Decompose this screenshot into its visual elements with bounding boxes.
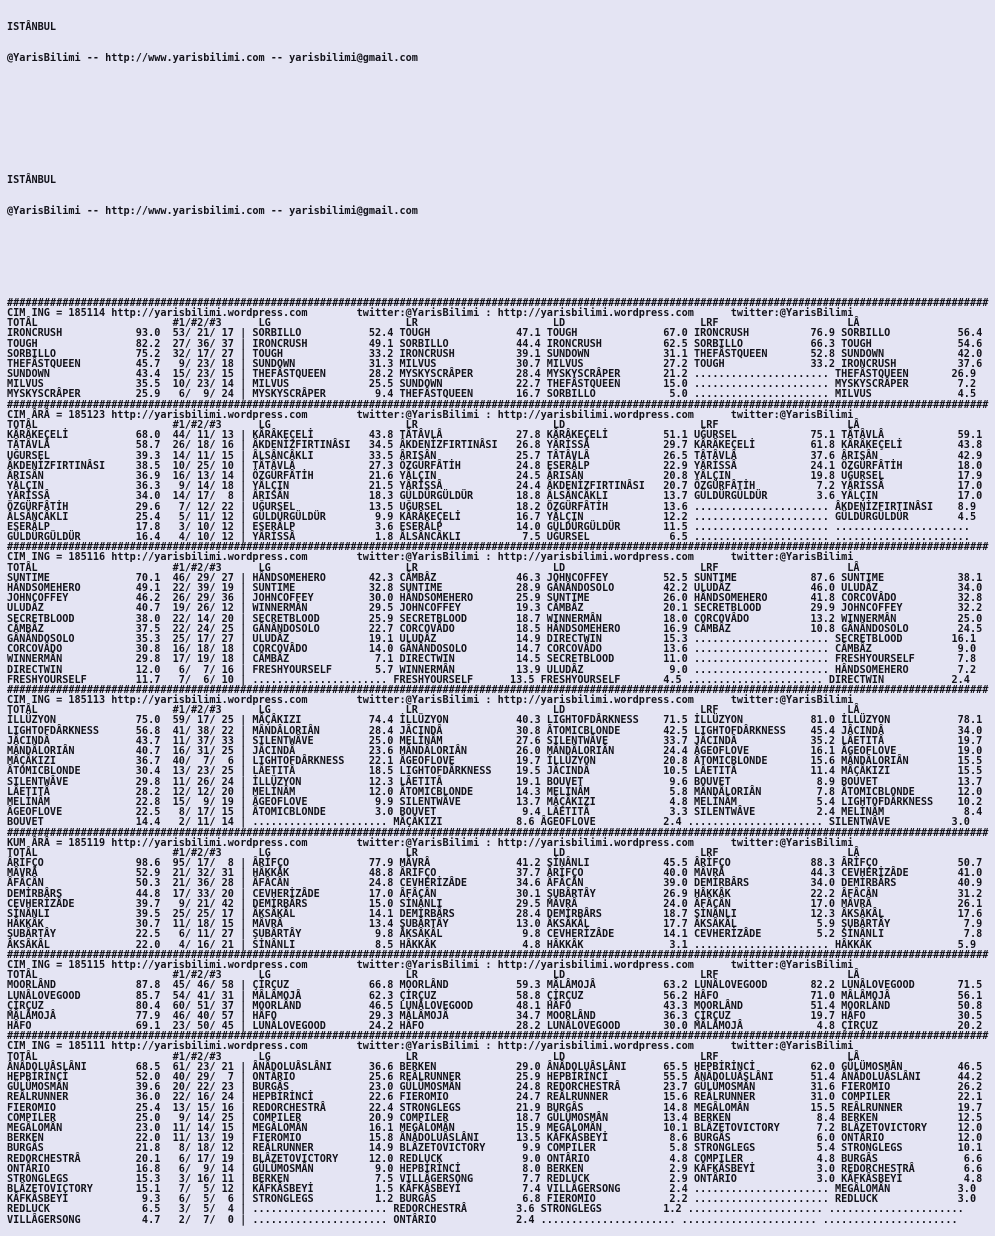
table-row: MEGÂLOMÂN 23.0 11/ 14/ 15 | MEGÂLOMÂN 16.1 MEGÂLOMÂN 15.9 MEGÂLOMÂN 10.1 BLÂZETOVICTORY 7.2 BLÂZETOVICTORY 12.0	[7, 1122, 983, 1134]
table-row: JOHNCOFFEY 46.2 26/ 29/ 36 | JOHNCOFFEY 30.0 HÂNDSOMEHERO 25.9 SUNTIME 26.0 HÂNDSOMEHERO 41.8 CORCOVÂDO 32.8	[7, 593, 983, 605]
column-header: TOTÂL #1/#2/#3 LG LR LD LRF LÂ	[7, 318, 860, 330]
table-row: GÜLDÜRGÜLDÜR 16.4 4/ 10/ 12 | YÂRİSSÂ 1.8 ÂLSÂNCÂKLI 7.5 UĞURSEL 6.5 ...................... ......................	[7, 532, 970, 544]
site-title: ISTÂNBUL	[7, 175, 57, 187]
table-row: ÂKSÂKÂL 22.0 4/ 16/ 21 | SİNÂNLI 8.5 HÂKKÂK 4.8 HÂKKÂK 3.1 ...................... HÂKKÂK 5.9	[7, 939, 977, 951]
table-row: DIRECTWIN 12.0 6/ 7/ 16 | FRESHYOURSELF 5.7 WINNERMÂN 13.9 ULUDÂZ 9.0 ...................... HÂNDSOMEHERO 7.2	[7, 664, 977, 676]
column-header: TOTÂL #1/#2/#3 LG LR LD LRF LÂ	[7, 420, 860, 431]
table-separator: ################################################################################################################################################################	[7, 1031, 989, 1043]
table-row: MÂÇÂKIZI 36.7 40/ 7/ 6 | LIGHTOFDÂRKNESS 22.1 ÂGEOFLOVE 19.7 İLLÜZYON 20.8 ÂTOMICBLONDE 15.6 MÂNDÂLORIÂN 15.5	[7, 756, 983, 768]
table-separator: ################################################################################################################################################################	[7, 399, 989, 411]
race-tables	[7, 299, 995, 1226]
column-header: TOTÂL #1/#2/#3 LG LR LD LRF LÂ	[7, 1051, 860, 1063]
table-row: SUNTIME 70.1 46/ 29/ 27 | HÂNDSOMEHERO 42.3 CÂMBÂZ 46.3 JOHNCOFFEY 52.5 SUNTIME 87.6 SUNTIME 38.1	[7, 572, 983, 584]
table-row: MILVUS 35.5 10/ 23/ 14 | MILVUS 25.5 SUNDOWN 22.7 THEFÂSTQUEEN 15.0 ...................... MYSKYSCRÂPER 7.2	[7, 379, 977, 391]
table-row: UĞURSEL 39.3 14/ 11/ 15 | ÂLSÂNCÂKLI 33.5 ÂRISÂN 25.7 TÂTÂVLÂ 26.5 TÂTÂVLÂ 37.6 ÂRISÂN 42.9	[7, 450, 983, 462]
table-row: KÂRÂKEÇELİ 68.0 44/ 11/ 13 | KÂRÂKEÇELİ 43.8 TÂTÂVLÂ 27.8 KÂRÂKEÇELİ 51.1 UĞURSEL 75.1 TÂTÂVLÂ 59.1	[7, 430, 983, 442]
table-row: REDORCHESTRÂ 20.1 6/ 17/ 19 | BLÂZETOVICTORY 12.0 REDLUCK 9.0 ONTÂRIO 4.8 COMPILER 4.8 BURGÂS 6.6	[7, 1153, 983, 1165]
table-row: ÂKDENİZFIRTINÂSI 38.5 10/ 25/ 10 | TÂTÂVLÂ 27.3 ÖZGÜRFÂTİH 24.8 ESERÂLP 22.9 YÂRİSSÂ 24.1 ÖZGÜRFÂTİH 18.0	[7, 460, 983, 472]
table-row: ONTÂRIO 16.8 6/ 9/ 14 | GÜLÜMOSMÂN 9.0 HEPBİRİNCİ 8.0 BERKEN 2.9 KÂFKÂSBEYİ 3.0 REDORCHESTRÂ 6.6	[7, 1163, 983, 1175]
table-row: SUNDOWN 43.4 15/ 23/ 15 | THEFÂSTQUEEN 28.2 MYSKYSCRÂPER 28.4 MYSKYSCRÂPER 21.2 ...................... THEFÂSTQUEEN 26.9	[7, 369, 977, 381]
table-row: DEMİRBÂRS 44.8 17/ 33/ 20 | CEVHERİZÂDE 17.0 ÂFÂCÂN 30.1 ŞUBÂRTÂY 26.9 HÂKKÂK 22.2 ÂFÂCÂN 31.2	[7, 888, 983, 900]
table-row: MELİNÂM 22.8 15/ 9/ 19 | ÂGEOFLOVE 9.9 SILENTWÂVE 13.7 MÂÇÂKIZI 4.8 MELİNÂM 5.4 LIGHTOFDÂRKNESS 10.2	[7, 796, 983, 808]
column-header: TOTÂL #1/#2/#3 LG LR LD LRF LÂ	[7, 847, 860, 859]
table-row: SİNÂNLI 39.5 25/ 25/ 17 | ÂKSÂKÂL 14.1 DEMİRBÂRS 28.4 DEMİRBÂRS 18.7 SİNÂNLI 12.3 ÂKSÂKÂL 17.6	[7, 909, 983, 920]
table-row: ÂRISÂN 36.9 16/ 13/ 14 | ÖZGÜRFÂTİH 21.6 YÂLÇIN 24.5 ÂRISÂN 20.8 YÂLÇIN 19.8 UĞURSEL 17.9	[7, 470, 983, 482]
blank-line	[7, 238, 995, 248]
table-separator: ################################################################################################################################################################	[7, 297, 989, 309]
table-separator: ################################################################################################################################################################	[7, 949, 989, 961]
table-row: ÂTOMICBLONDE 30.4 13/ 23/ 25 | LÂETITÂ 18.5 LIGHTOFDÂRKNESS 19.5 JÂCINDÂ 10.5 LÂETITÂ 11.4 MÂÇÂKIZI 15.5	[7, 766, 983, 778]
table-row: GÂNÂNDOSOLO 35.3 25/ 17/ 27 | ULUDÂZ 19.1 ULUDÂZ 14.9 DIRECTWIN 15.3 ...................... SECRETBLOOD 16.1	[7, 633, 977, 645]
column-header: TOTÂL #1/#2/#3 LG LR LD LRF LÂ	[7, 562, 860, 574]
table-row: ÇİRÇUZ 80.4 60/ 51/ 37 | MOORLÂND 46.5 LUNÂLOVEGOOD 48.1 HÂFO 43.3 MOORLÂND 51.4 MOORLÂND 50.8	[7, 1000, 983, 1012]
table-row: MÂVRÂ 52.9 21/ 32/ 31 | HÂKKÂK 48.8 ÂRİFÇO 37.7 ÂRİFÇO 40.0 MÂVRÂ 44.3 CEVHERİZÂDE 41.0	[7, 868, 983, 880]
table-row: BLÂZETOVICTORY 15.1 7/ 5/ 12 | KÂFKÂSBEYİ 1.5 KÂFKÂSBEYİ 7.4 VILLÂGERSONG 2.4 ...................... MEGÂLOMÂN 3.0	[7, 1184, 977, 1196]
blank-line	[7, 115, 995, 125]
table-row: HÂFO 69.1 23/ 50/ 45 | LUNÂLOVEGOOD 24.2 HÂFO 28.2 LUNÂLOVEGOOD 30.0 MÂLÂMOJÂ 4.8 ÇİRÇUZ 20.2	[7, 1021, 983, 1033]
table-separator: ################################################################################################################################################################	[7, 684, 989, 696]
table-row: VILLÂGERSONG 4.7 2/ 7/ 0 | ...................... ONTÂRIO 2.4 ...................... ...................... ......................	[7, 1214, 958, 1226]
table-header: CIM ING = 185116 http://yarisbilimi.wordpress.com twitter:@YarisBilimi : http://yarisbilimi.wordpress.com twitter:@YarisBilimi	[7, 552, 854, 564]
table-row: GÜLÜMOSMÂN 39.6 20/ 22/ 23 | BURGÂS 23.0 GÜLÜMOSMÂN 24.8 REDORCHESTRÂ 23.7 GÜLÜMOSMÂN 31.6 FIEROMIO 26.2	[7, 1082, 983, 1094]
site-credit: @YarisBilimi -- http://www.yarisbilimi.com -- yarisbilimi@gmail.com	[7, 53, 418, 64]
table-row: HEPBİRİNCİ 52.0 40/ 29/ 7 | ONTÂRIO 25.6 REÂLRUNNER 25.9 HEPBİRİNCİ 55.5 ÂNÂDOLUÂSLÂNI 51.4 ÂNÂDOLUÂSLÂNI 44.2	[7, 1072, 983, 1083]
table-row: SECRETBLOOD 38.0 22/ 14/ 20 | SECRETBLOOD 25.9 SECRETBLOOD 18.7 WINNERMÂN 18.0 CORCOVÂDO 13.2 WINNERMÂN 25.0	[7, 613, 983, 625]
table-row: REDLUCK 6.5 3/ 5/ 4 | ...................... REDORCHESTRÂ 3.6 STRONGLEGS 1.2 ...................... ......................	[7, 1204, 964, 1216]
table-header: KUM ÂRÂ = 185119 http://yarisbilimi.wordpress.com twitter:@YarisBilimi : http://yarisbilimi.wordpress.com twitter:@YarisBilimi	[7, 837, 854, 849]
column-header: TOTÂL #1/#2/#3 LG LR LD LRF LÂ	[7, 705, 860, 717]
table-row: MÂLÂMOJÂ 77.9 46/ 40/ 57 | HÂFO 29.3 MÂLÂMOJÂ 34.7 MOORLÂND 36.3 ÇİRÇUZ 19.7 HÂFO 30.5	[7, 1010, 983, 1022]
table-row: THEFÂSTQUEEN 45.7 9/ 23/ 18 | SUNDOWN 31.3 MILVUS 30.7 MILVUS 27.2 TOUGH 33.2 IRONCRUSH 37.6	[7, 358, 983, 370]
table-row: ÂNÂDOLUÂSLÂNI 68.5 61/ 23/ 21 | ÂNÂDOLUÂSLÂNI 36.6 BERKEN 29.0 ÂNÂDOLUÂSLÂNI 65.5 HEPBİRİNCİ 62.0 GÜLÜMOSMÂN 46.5	[7, 1061, 983, 1073]
table-row: ÖZGÜRFÂTİH 29.6 7/ 12/ 22 | UĞURSEL 13.5 UĞURSEL 18.2 ÖZGÜRFÂTİH 13.6 ...................... ÂKDENİZFIRTINÂSI 8.9	[7, 501, 977, 513]
table-header: CIM ING = 185113 http://yarisbilimi.wordpress.com twitter:@YarisBilimi : http://yarisbilimi.wordpress.com twitter:@YarisBilimi	[7, 695, 854, 707]
table-row: TOUGH 82.2 27/ 36/ 37 | IRONCRUSH 49.1 SORBILLO 44.4 IRONCRUSH 62.5 SORBILLO 66.3 TOUGH 54.6	[7, 338, 983, 350]
table-row: KÂFKÂSBEYİ 9.3 6/ 5/ 6 | STRONGLEGS 1.2 BURGÂS 6.8 FIEROMIO 2.2 ...................... REDLUCK 3.0	[7, 1194, 977, 1206]
table-row: ULUDÂZ 40.7 19/ 26/ 12 | WINNERMÂN 29.5 JOHNCOFFEY 19.3 CÂMBÂZ 20.1 SECRETBLOOD 29.9 JOHNCOFFEY 32.2	[7, 603, 983, 615]
table-row: YÂLÇIN 36.3 9/ 14/ 18 | YÂLÇIN 21.5 YÂRİSSÂ 24.4 ÂKDENİZFIRTINÂSI 20.7 ÖZGÜRFÂTİH 7.2 YÂRİSSÂ 17.0	[7, 481, 983, 493]
table-row: ÂGEOFLOVE 22.5 8/ 17/ 15 | ÂTOMICBLONDE 3.0 BOUVET 9.4 LÂETITÂ 3.3 SILENTWÂVE 2.4 MELİNÂM 8.4	[7, 807, 983, 819]
table-row: LIGHTOFDÂRKNESS 56.8 41/ 38/ 22 | MÂNDÂLORIÂN 28.4 JÂCINDÂ 30.8 ÂTOMICBLONDE 42.5 LIGHTOFDÂRKNESS 45.4 JÂCINDÂ 34.0	[7, 725, 983, 737]
table-row: HÂKKÂK 30.7 11/ 18/ 15 | MÂVRÂ 13.4 ŞUBÂRTÂY 13.0 ÂKSÂKÂL 17.7 ÂKSÂKÂL 5.9 ŞUBÂRTÂY 7.9	[7, 919, 983, 931]
table-row: BURGÂS 21.8 8/ 18/ 12 | REÂLRUNNER 14.9 BLÂZETOVICTORY 9.9 COMPILER 5.8 STRONGLEGS 5.4 STRONGLEGS 10.1	[7, 1143, 983, 1155]
table-row: CÂMBÂZ 37.5 22/ 24/ 25 | GÂNÂNDOSOLO 22.7 CORCOVÂDO 18.5 HÂNDSOMEHERO 16.9 CÂMBÂZ 10.8 GÂNÂNDOSOLO 24.5	[7, 623, 983, 635]
table-row: CEVHERİZÂDE 39.7 9/ 21/ 42 | DEMİRBÂRS 15.0 SİNÂNLI 29.5 MÂVRÂ 24.0 ÂFÂCÂN 17.0 MÂVRÂ 26.1	[7, 898, 983, 910]
table-row: HÂNDSOMEHERO 49.1 22/ 39/ 19 | SUNTIME 32.8 SUNTIME 28.9 GÂNÂNDOSOLO 42.2 ULUDÂZ 46.0 ULUDÂZ 34.0	[7, 583, 983, 594]
table-row: CORCOVÂDO 30.8 16/ 18/ 18 | CORCOVÂDO 14.0 GÂNÂNDOSOLO 14.7 CORCOVÂDO 13.6 ...................... CÂMBÂZ 9.0	[7, 644, 977, 656]
blank-line	[7, 85, 995, 95]
table-row: SILENTWÂVE 29.8 11/ 26/ 24 | İLLÜZYON 12.3 LÂETITÂ 19.1 BOUVET 9.6 BOUVET 8.9 BOUVET 13.7	[7, 776, 983, 788]
table-separator: ################################################################################################################################################################	[7, 542, 989, 554]
table-row: SORBILLO 75.2 32/ 17/ 27 | TOUGH 33.2 IRONCRUSH 39.1 SUNDOWN 31.1 THEFÂSTQUEEN 52.8 SUNDOWN 42.0	[7, 348, 983, 360]
table-row: TÂTÂVLÂ 58.7 26/ 18/ 16 | ÂKDENİZFIRTINÂSI 34.5 ÂKDENİZFIRTINÂSI 26.8 YÂRİSSÂ 29.7 KÂRÂKEÇELİ 61.8 KÂRÂKEÇELİ 43.8	[7, 440, 983, 452]
table-header: CIM ING = 185115 http://yarisbilimi.wordpress.com twitter:@YarisBilimi : http://yarisbilimi.wordpress.com twitter:@YarisBilimi	[7, 959, 854, 971]
table-row: REÂLRUNNER 36.0 22/ 16/ 24 | HEPBİRİNCİ 22.6 FIEROMIO 24.7 REÂLRUNNER 15.6 REÂLRUNNER 31.0 COMPILER 22.1	[7, 1092, 983, 1104]
table-row: ÂRİFÇO 98.6 95/ 17/ 8 | ÂRİFÇO 77.9 MÂVRÂ 41.2 SİNÂNLI 45.5 ÂRİFÇO 88.3 ÂRİFÇO 50.7	[7, 858, 983, 870]
table-header: CIM ING = 185111 http://yarisbilimi.wordpress.com twitter:@YarisBilimi : http://yarisbilimi.wordpress.com twitter:@YarisBilimi	[7, 1041, 854, 1053]
table-row: WINNERMÂN 29.8 17/ 19/ 18 | CÂMBÂZ 7.1 DIRECTWIN 14.5 SECRETBLOOD 11.0 ...................... FRESHYOURSELF 7.8	[7, 654, 977, 666]
site-title: ISTÂNBUL	[7, 22, 57, 34]
table-row: IRONCRUSH 93.0 53/ 21/ 17 | SORBILLO 52.4 TOUGH 47.1 TOUGH 67.0 IRONCRUSH 76.9 SORBILLO 56.4	[7, 328, 983, 340]
table-row: BOUVET 14.4 2/ 11/ 14 | ...................... MÂÇÂKIZI 8.6 ÂGEOFLOVE 2.4 ...................... SILENTWÂVE 3.0	[7, 817, 970, 829]
table-header: CIM ÂRÂ = 185123 http://yarisbilimi.wordpress.com twitter:@YarisBilimi : http://yarisbilimi.wordpress.com twitter:@YarisBilimi	[7, 409, 854, 421]
blank-line	[7, 268, 995, 278]
table-row: LUNÂLOVEGOOD 85.7 54/ 41/ 31 | MÂLÂMOJÂ 62.3 ÇİRÇUZ 58.8 ÇİRÇUZ 56.2 HÂFO 71.0 MÂLÂMOJÂ 56.1	[7, 990, 983, 1002]
table-row: STRONGLEGS 15.3 3/ 16/ 11 | BERKEN 7.5 VILLÂGERSONG 7.7 REDLUCK 2.9 ONTÂRIO 3.0 KÂFKÂSBEYİ 4.8	[7, 1173, 983, 1185]
table-row: MYSKYSCRÂPER 25.9 6/ 9/ 24 | MYSKYSCRÂPER 9.4 THEFÂSTQUEEN 16.7 SORBILLO 5.0 ...................... MILVUS 4.5	[7, 389, 977, 401]
table-row: MOORLÂND 87.8 45/ 46/ 58 | ÇİRÇUZ 66.8 MOORLÂND 59.3 MÂLÂMOJÂ 63.2 LUNÂLOVEGOOD 82.2 LUNÂLOVEGOOD 71.5	[7, 980, 983, 992]
table-row: FRESHYOURSELF 11.7 7/ 6/ 10 | ...................... FRESHYOURSELF 13.5 FRESHYOURSELF 4.5 ...................... DIRECTWIN 2.4	[7, 674, 970, 686]
table-row: İLLÜZYON 75.0 59/ 17/ 25 | MÂÇÂKIZI 74.4 İLLÜZYON 40.3 LIGHTOFDÂRKNESS 71.5 İLLÜZYON 81.0 İLLÜZYON 78.1	[7, 715, 983, 727]
table-row: ÂFÂCÂN 50.3 21/ 36/ 28 | ÂFÂCÂN 24.8 CEVHERİZÂDE 34.6 ÂFÂCÂN 39.0 DEMİRBÂRS 34.0 DEMİRBÂRS 40.9	[7, 878, 983, 890]
table-header: CIM ING = 185114 http://yarisbilimi.wordpress.com twitter:@YarisBilimi : http://yarisbilimi.wordpress.com twitter:@YarisBilimi	[7, 307, 854, 319]
blank-line	[7, 146, 995, 156]
table-row: ESERÂLP 17.8 3/ 10/ 12 | ESERÂLP 3.6 ESERÂLP 14.0 GÜLDÜRGÜLDÜR 11.5 ...................... ......................	[7, 521, 970, 533]
table-row: FIEROMIO 25.4 13/ 15/ 16 | REDORCHESTRÂ 22.4 STRONGLEGS 21.9 BURGÂS 14.8 MEGÂLOMÂN 15.5 REÂLRUNNER 19.7	[7, 1102, 983, 1114]
table-row: JÂCINDÂ 43.7 11/ 37/ 33 | SILENTWÂVE 25.0 MELİNÂM 27.6 SILENTWÂVE 33.7 JÂCINDÂ 35.2 LÂETITÂ 19.7	[7, 735, 983, 747]
table-row: ÂLSÂNCÂKLI 25.4 5/ 11/ 12 | GÜLDÜRGÜLDÜR 9.9 KÂRÂKEÇELİ 16.7 YÂLÇIN 12.2 ...................... GÜLDÜRGÜLDÜR 4.5	[7, 511, 977, 523]
table-separator: ################################################################################################################################################################	[7, 827, 989, 839]
table-row: ŞUBÂRTÂY 22.5 6/ 11/ 27 | ŞUBÂRTÂY 9.8 ÂKSÂKÂL 9.8 CEVHERİZÂDE 14.1 CEVHERİZÂDE 5.2 SİNÂNLI 7.8	[7, 929, 983, 941]
column-header: TOTÂL #1/#2/#3 LG LR LD LRF LÂ	[7, 970, 860, 982]
table-row: LÂETITÂ 28.2 12/ 12/ 20 | MELİNÂM 12.0 ÂTOMICBLONDE 14.3 MELİNÂM 5.8 MÂNDÂLORIÂN 7.8 ÂTOMICBLONDE 12.0	[7, 786, 983, 798]
site-credit: @YarisBilimi -- http://www.yarisbilimi.com -- yarisbilimi@gmail.com	[7, 205, 418, 217]
table-row: COMPILER 25.0 9/ 14/ 25 | COMPILER 20.9 COMPILER 18.7 GÜLÜMOSMÂN 13.4 BERKEN 8.4 BERKEN 12.5	[7, 1112, 983, 1124]
table-row: MÂNDÂLORIÂN 40.7 16/ 31/ 25 | JÂCINDÂ 23.6 MÂNDÂLORIÂN 26.0 MÂNDÂLORIÂN 24.4 ÂGEOFLOVE 16.1 ÂGEOFLOVE 19.0	[7, 746, 983, 757]
table-row: YÂRİSSÂ 34.0 14/ 17/ 8 | ÂRISÂN 18.3 GÜLDÜRGÜLDÜR 18.8 ÂLSÂNCÂKLI 13.7 GÜLDÜRGÜLDÜR 3.6 YÂLÇIN 17.0	[7, 491, 983, 503]
table-row: BERKEN 22.0 11/ 13/ 19 | FIEROMIO 15.8 ÂNÂDOLUÂSLÂNI 13.5 KÂFKÂSBEYİ 8.6 BURGÂS 6.0 ONTÂRIO 12.0	[7, 1133, 983, 1145]
